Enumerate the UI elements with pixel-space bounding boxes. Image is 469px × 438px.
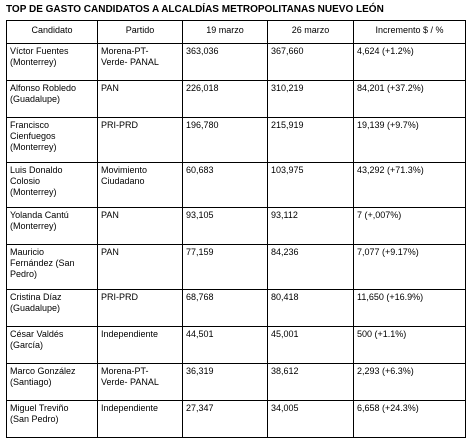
cell-march-26: 367,660 bbox=[268, 44, 354, 81]
cell-candidate bbox=[7, 245, 98, 290]
cell-march-19: 77,159 bbox=[183, 245, 268, 290]
table-row bbox=[7, 208, 466, 245]
cell-candidate bbox=[7, 81, 98, 118]
cell-candidate-line: Yolanda Cantú bbox=[10, 210, 69, 220]
table-title: TOP DE GASTO CANDIDATOS A ALCALDÍAS METROPOLITANAS NUEVO LEÓN bbox=[6, 4, 384, 15]
cell-candidate-line: César Valdés bbox=[10, 329, 64, 339]
cell-party-line: Ciudadano bbox=[101, 176, 145, 186]
cell-march-19: 196,780 bbox=[183, 118, 268, 163]
cell-increment: 2,293 (+6.3%) bbox=[354, 364, 466, 401]
cell-candidate-line: Víctor Fuentes bbox=[10, 46, 69, 56]
cell-party bbox=[98, 208, 183, 245]
cell-candidate-line: (Santiago) bbox=[10, 377, 52, 387]
header-march-19: 19 marzo bbox=[183, 21, 268, 44]
cell-increment: 43,292 (+71.3%) bbox=[354, 163, 466, 208]
campaign-spending-table bbox=[6, 20, 466, 438]
table-row bbox=[7, 44, 466, 81]
table-row bbox=[7, 327, 466, 364]
cell-march-26: 84,236 bbox=[268, 245, 354, 290]
cell-march-26: 45,001 bbox=[268, 327, 354, 364]
cell-candidate-line: (García) bbox=[10, 340, 44, 350]
cell-increment: 500 (+1.1%) bbox=[354, 327, 466, 364]
cell-candidate bbox=[7, 44, 98, 81]
cell-candidate-line: Cristina Díaz bbox=[10, 292, 62, 302]
cell-party bbox=[98, 44, 183, 81]
cell-party-line: PAN bbox=[101, 83, 119, 93]
table-row bbox=[7, 401, 466, 438]
cell-increment: 11,650 (+16.9%) bbox=[354, 290, 466, 327]
cell-candidate-line: Fernández (San bbox=[10, 258, 75, 268]
cell-march-19: 226,018 bbox=[183, 81, 268, 118]
table-row bbox=[7, 290, 466, 327]
cell-march-26: 38,612 bbox=[268, 364, 354, 401]
cell-candidate-line: Miguel Treviño bbox=[10, 403, 69, 413]
cell-party bbox=[98, 364, 183, 401]
table-header bbox=[7, 21, 466, 44]
cell-march-26: 103,975 bbox=[268, 163, 354, 208]
cell-march-19: 60,683 bbox=[183, 163, 268, 208]
cell-march-19: 27,347 bbox=[183, 401, 268, 438]
cell-candidate bbox=[7, 118, 98, 163]
cell-party-line: Independiente bbox=[101, 403, 159, 413]
cell-candidate-line: (Monterrey) bbox=[10, 187, 57, 197]
cell-increment: 84,201 (+37.2%) bbox=[354, 81, 466, 118]
cell-candidate bbox=[7, 364, 98, 401]
cell-party-line: Verde- PANAL bbox=[101, 377, 159, 387]
cell-candidate-line: (Monterrey) bbox=[10, 221, 57, 231]
cell-candidate-line: Francisco bbox=[10, 120, 50, 130]
cell-party-line: PRI-PRD bbox=[101, 292, 139, 302]
cell-candidate-line: Luis Donaldo bbox=[10, 165, 63, 175]
cell-candidate bbox=[7, 163, 98, 208]
header-march-26: 26 marzo bbox=[268, 21, 354, 44]
cell-increment: 19,139 (+9.7%) bbox=[354, 118, 466, 163]
cell-increment: 4,624 (+1.2%) bbox=[354, 44, 466, 81]
table-row bbox=[7, 245, 466, 290]
cell-party-line: PAN bbox=[101, 210, 119, 220]
cell-candidate-line: Alfonso Robledo bbox=[10, 83, 77, 93]
cell-party bbox=[98, 163, 183, 208]
cell-march-19: 363,036 bbox=[183, 44, 268, 81]
cell-candidate bbox=[7, 290, 98, 327]
table-row bbox=[7, 364, 466, 401]
cell-march-26: 93,112 bbox=[268, 208, 354, 245]
cell-party-line: Morena-PT- bbox=[101, 46, 149, 56]
cell-candidate-line: (San Pedro) bbox=[10, 414, 59, 424]
cell-march-26: 80,418 bbox=[268, 290, 354, 327]
cell-party bbox=[98, 327, 183, 364]
cell-party bbox=[98, 401, 183, 438]
cell-candidate bbox=[7, 327, 98, 364]
cell-candidate-line: Pedro) bbox=[10, 269, 38, 279]
table-row bbox=[7, 118, 466, 163]
header-row bbox=[7, 21, 466, 44]
cell-candidate-line: (Guadalupe) bbox=[10, 303, 61, 313]
cell-candidate-line: (Monterrey) bbox=[10, 142, 57, 152]
cell-increment: 6,658 (+24.3%) bbox=[354, 401, 466, 438]
header-increment: Incremento $ / % bbox=[354, 21, 466, 44]
cell-march-26: 215,919 bbox=[268, 118, 354, 163]
cell-increment: 7,077 (+9.17%) bbox=[354, 245, 466, 290]
cell-party bbox=[98, 245, 183, 290]
cell-candidate-line: Cienfuegos bbox=[10, 131, 56, 141]
cell-party-line: Independiente bbox=[101, 329, 159, 339]
cell-candidate-line: Colosio bbox=[10, 176, 41, 186]
cell-march-19: 36,319 bbox=[183, 364, 268, 401]
cell-candidate-line: (Monterrey) bbox=[10, 57, 57, 67]
cell-march-19: 44,501 bbox=[183, 327, 268, 364]
cell-candidate-line: Mauricio bbox=[10, 247, 45, 257]
cell-march-19: 68,768 bbox=[183, 290, 268, 327]
header-candidate: Candidato bbox=[7, 21, 98, 44]
table-row bbox=[7, 163, 466, 208]
cell-candidate bbox=[7, 208, 98, 245]
cell-march-19: 93,105 bbox=[183, 208, 268, 245]
cell-increment: 7 (+,007%) bbox=[354, 208, 466, 245]
cell-party-line: PRI-PRD bbox=[101, 120, 139, 130]
cell-candidate-line: (Guadalupe) bbox=[10, 94, 61, 104]
cell-party-line: Morena-PT- bbox=[101, 366, 149, 376]
header-party: Partido bbox=[98, 21, 183, 44]
cell-party bbox=[98, 81, 183, 118]
cell-party bbox=[98, 118, 183, 163]
cell-candidate bbox=[7, 401, 98, 438]
table-body bbox=[7, 44, 466, 438]
cell-party-line: Movimiento bbox=[101, 165, 148, 175]
cell-candidate-line: Marco González bbox=[10, 366, 76, 376]
table-row bbox=[7, 81, 466, 118]
cell-party bbox=[98, 290, 183, 327]
cell-march-26: 310,219 bbox=[268, 81, 354, 118]
cell-march-26: 34,005 bbox=[268, 401, 354, 438]
cell-party-line: PAN bbox=[101, 247, 119, 257]
cell-party-line: Verde- PANAL bbox=[101, 57, 159, 67]
